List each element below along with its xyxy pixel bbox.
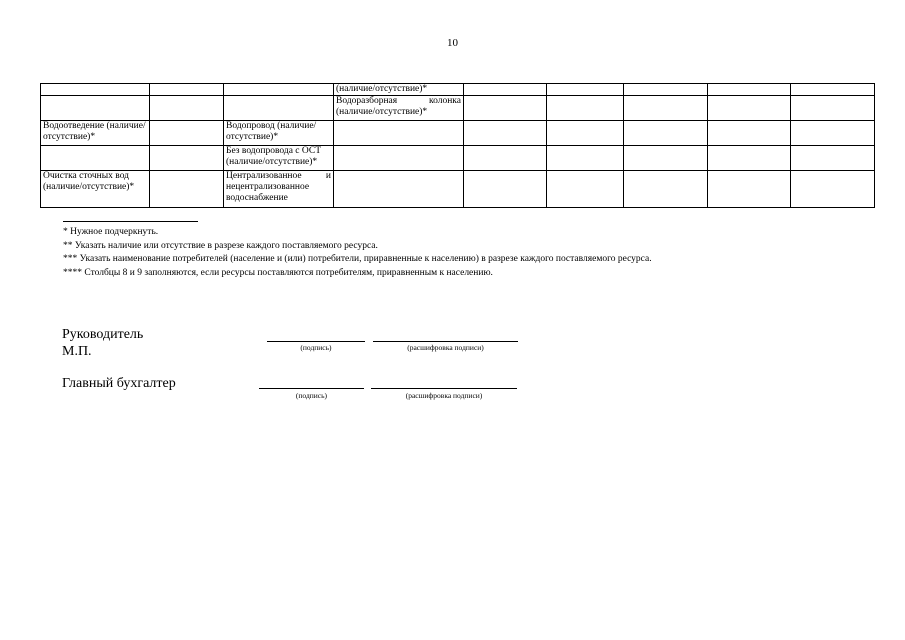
table-cell: Водопровод (наличие/отсутствие)* [224,121,334,146]
stamp-label: М.П. [62,344,92,359]
table-cell [708,146,791,171]
table-cell [547,146,624,171]
table-cell [791,121,875,146]
signature-caption: (подпись) [295,391,328,400]
table-cell: Очистка сточных вод (наличие/отсутствие)* [41,171,150,208]
table-cell [708,121,791,146]
footnote-divider [63,221,198,222]
table-cell [464,171,547,208]
footnote: **** Столбцы 8 и 9 заполняются, если ресурсы поставляются потребителям, приравненным к населению. [63,267,493,278]
table-row [41,146,875,171]
table-cell [464,146,547,171]
table-cell [708,171,791,208]
table-row [41,84,875,96]
table-cell [224,96,334,121]
head-signature-line [267,341,365,342]
table-cell [708,84,791,96]
data-table [40,83,875,208]
table-row [41,96,875,121]
table-cell [624,171,708,208]
table-cell [624,96,708,121]
table-cell: Без водопровода с ОСТ (наличие/отсутствие)* [224,146,334,171]
table-cell [150,146,224,171]
signature-caption: (подпись) [300,343,332,352]
table-cell [150,171,224,208]
footnotes [63,226,652,280]
table-cell [547,96,624,121]
decryption-caption: (расшифровка подписи) [405,391,483,400]
table-cell [334,121,464,146]
table-cell: (наличие/отсутствие)* [334,84,464,96]
table-cell [624,146,708,171]
accountant-decryption-line [371,388,517,389]
table-cell [464,121,547,146]
table-cell: Централизованное и нецентрализованное водоснабжение [224,171,334,208]
table-cell [791,146,875,171]
table-row [41,121,875,146]
page-number: 10 [447,37,458,49]
table-cell: Водоразборная колонка (наличие/отсутствие)* [334,96,464,121]
table-cell [624,84,708,96]
head-decryption-line [373,341,518,342]
table-cell [464,84,547,96]
accountant-signature-line [259,388,364,389]
table-cell [708,96,791,121]
head-label: Руководитель [62,327,144,342]
decryption-caption: (расшифровка подписи) [407,343,484,352]
table-cell [334,171,464,208]
footnote: * Нужное подчеркнуть. [63,227,159,237]
table-cell [547,171,624,208]
table-cell [41,96,150,121]
table-row [41,171,875,208]
table-cell [41,146,150,171]
table-cell [150,121,224,146]
table-cell [224,84,334,96]
footnote: ** Указать наличие или отсутствие в разрезе каждого поставляемого ресурса. [63,240,378,251]
table-cell: Водоотведение (наличие/отсутствие)* [41,121,150,146]
table-cell [150,96,224,121]
table-cell [791,96,875,121]
table-cell [150,84,224,96]
table-cell [791,84,875,96]
table-cell [334,146,464,171]
table-cell [547,84,624,96]
table-cell [41,84,150,96]
table-cell [547,121,624,146]
footnote: *** Указать наименование потребителей (население и (или) потребители, приравненные к населению) в разрезе каждого поставляемого ресурса. [63,254,652,264]
accountant-label: Главный бухгалтер [62,376,176,391]
table-cell [791,171,875,208]
table-cell [464,96,547,121]
table-cell [624,121,708,146]
